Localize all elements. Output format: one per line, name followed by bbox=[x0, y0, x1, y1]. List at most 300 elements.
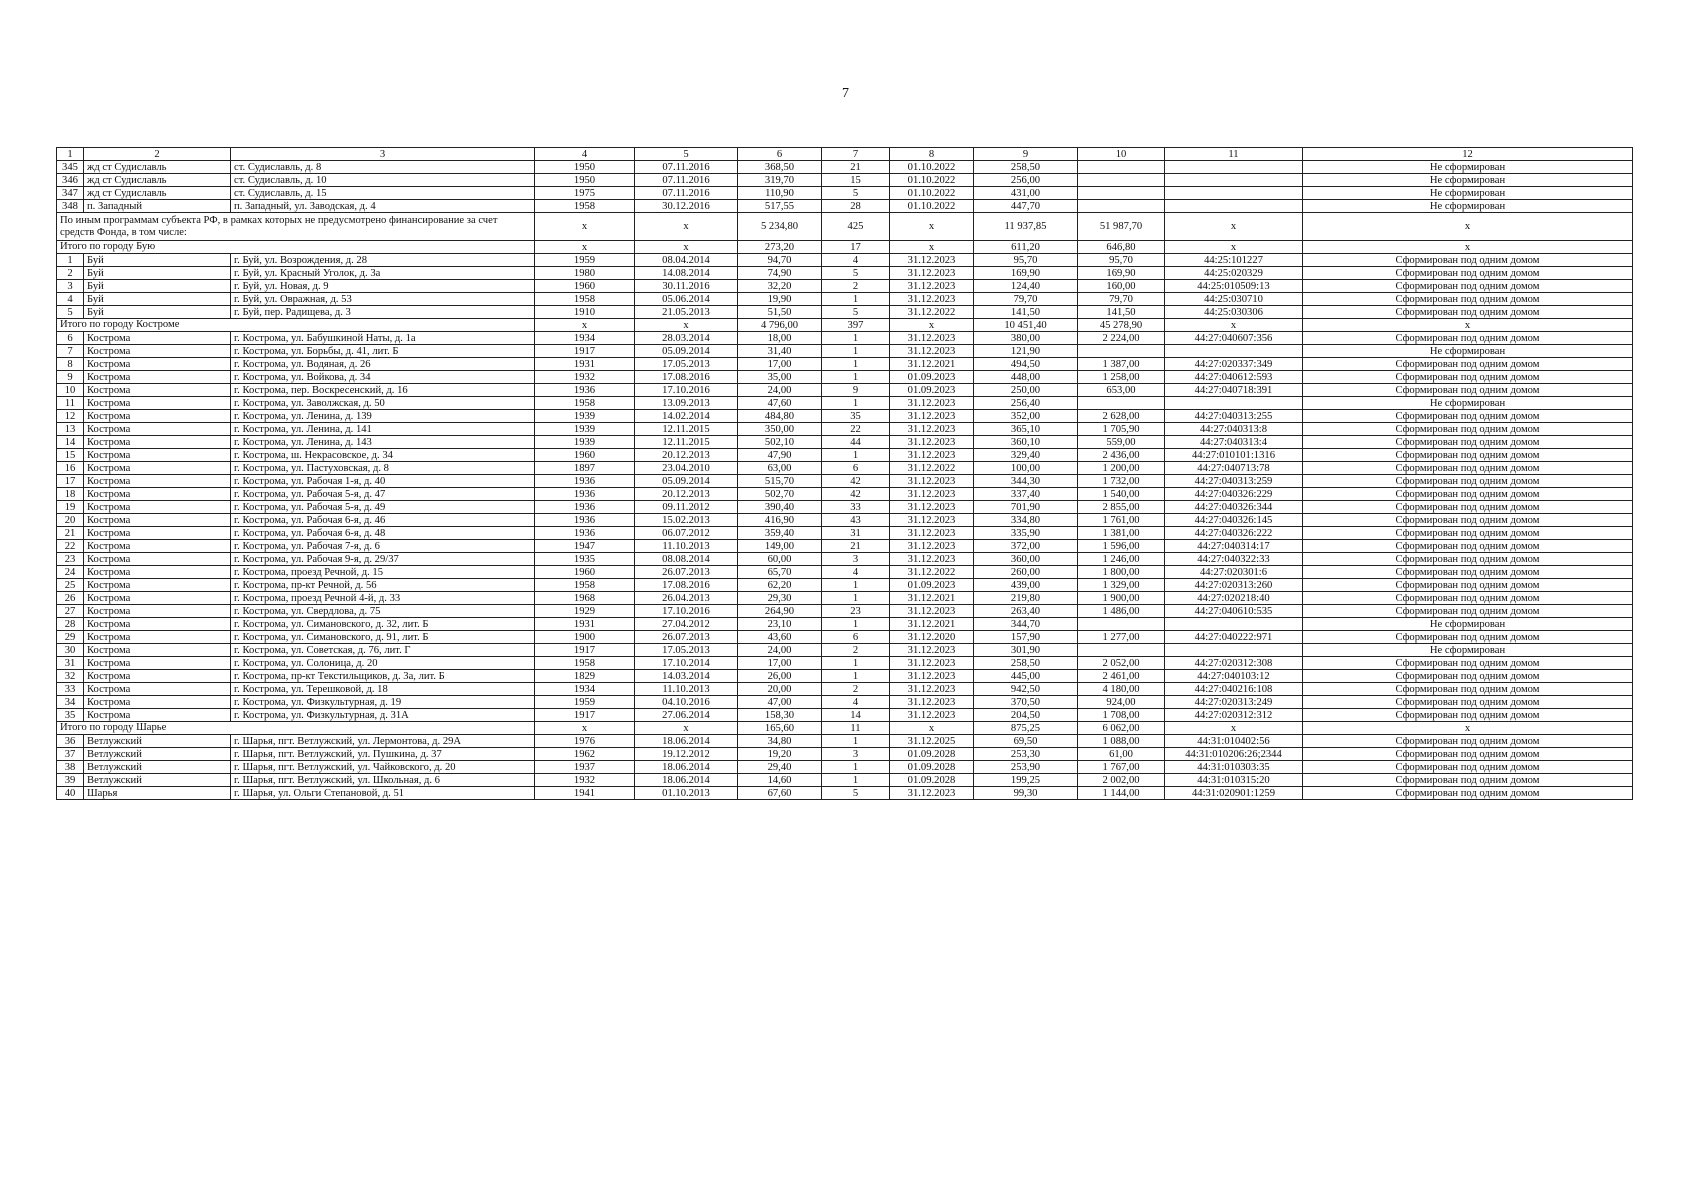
cost-cell: 157,90 bbox=[974, 631, 1078, 644]
date-recognized-cell: 28.03.2014 bbox=[635, 332, 738, 345]
cadastral-number-cell: 44:25:020329 bbox=[1165, 267, 1303, 280]
table-row bbox=[57, 267, 1633, 280]
land-status-cell: Сформирован под одним домом bbox=[1303, 735, 1633, 748]
cadastral-number-cell: 44:27:020301:6 bbox=[1165, 566, 1303, 579]
year-built-cell: 1829 bbox=[535, 670, 635, 683]
row-number-cell: 2 bbox=[57, 267, 84, 280]
year-built-cell: 1934 bbox=[535, 332, 635, 345]
year-built-total: x bbox=[535, 722, 635, 735]
table-row bbox=[57, 475, 1633, 488]
row-number-cell: 33 bbox=[57, 683, 84, 696]
header-cell: 8 bbox=[890, 148, 974, 161]
address-cell: г. Кострома, ш. Некрасовское, д. 34 bbox=[231, 449, 535, 462]
date-recognized-cell: 01.10.2013 bbox=[635, 787, 738, 800]
row-number-cell: 24 bbox=[57, 566, 84, 579]
residents-total: 397 bbox=[822, 319, 890, 332]
year-built-cell: 1932 bbox=[535, 371, 635, 384]
cost-cell: 79,70 bbox=[974, 293, 1078, 306]
planned-date-cell: 01.10.2022 bbox=[890, 161, 974, 174]
cost-cell: 344,30 bbox=[974, 475, 1078, 488]
row-number-cell: 32 bbox=[57, 670, 84, 683]
row-number-cell: 20 bbox=[57, 514, 84, 527]
cadastral-number-cell bbox=[1165, 345, 1303, 358]
residents-cell: 44 bbox=[822, 436, 890, 449]
row-number-cell: 25 bbox=[57, 579, 84, 592]
address-cell: г. Кострома, ул. Советская, д. 76, лит. Г bbox=[231, 644, 535, 657]
year-built-total: x bbox=[535, 241, 635, 254]
address-cell: г. Кострома, ул. Физкультурная, д. 31А bbox=[231, 709, 535, 722]
residents-cell: 1 bbox=[822, 761, 890, 774]
cost-cell: 99,30 bbox=[974, 787, 1078, 800]
year-built-cell: 1959 bbox=[535, 696, 635, 709]
residents-cell: 3 bbox=[822, 553, 890, 566]
date-recognized-cell: 18.06.2014 bbox=[635, 735, 738, 748]
year-built-cell: 1958 bbox=[535, 397, 635, 410]
table-row bbox=[57, 332, 1633, 345]
cost-cell: 256,00 bbox=[974, 174, 1078, 187]
locality-cell: Кострома bbox=[84, 644, 231, 657]
year-built-cell: 1958 bbox=[535, 293, 635, 306]
residents-cell: 42 bbox=[822, 475, 890, 488]
cadastral-number-total: x bbox=[1165, 319, 1303, 332]
residents-cell: 5 bbox=[822, 267, 890, 280]
cadastral-number-total: x bbox=[1165, 722, 1303, 735]
locality-cell: Кострома bbox=[84, 683, 231, 696]
land-area-cell: 1 387,00 bbox=[1078, 358, 1165, 371]
cost-cell: 352,00 bbox=[974, 410, 1078, 423]
year-built-cell: 1936 bbox=[535, 514, 635, 527]
year-built-cell: 1931 bbox=[535, 618, 635, 631]
residents-cell: 1 bbox=[822, 293, 890, 306]
year-built-cell: 1917 bbox=[535, 644, 635, 657]
table-row bbox=[57, 748, 1633, 761]
land-status-cell: Сформирован под одним домом bbox=[1303, 696, 1633, 709]
area-cell: 502,70 bbox=[738, 488, 822, 501]
row-number-cell: 13 bbox=[57, 423, 84, 436]
cost-cell: 380,00 bbox=[974, 332, 1078, 345]
locality-cell: Кострома bbox=[84, 358, 231, 371]
residents-cell: 21 bbox=[822, 540, 890, 553]
land-area-cell: 1 761,00 bbox=[1078, 514, 1165, 527]
land-status-cell: Сформирован под одним домом bbox=[1303, 488, 1633, 501]
table-row bbox=[57, 436, 1633, 449]
area-cell: 62,20 bbox=[738, 579, 822, 592]
planned-date-cell: 31.12.2021 bbox=[890, 592, 974, 605]
locality-cell: Кострома bbox=[84, 670, 231, 683]
residents-cell: 2 bbox=[822, 644, 890, 657]
planned-date-cell: 31.12.2023 bbox=[890, 683, 974, 696]
year-built-cell: 1910 bbox=[535, 306, 635, 319]
residents-cell: 23 bbox=[822, 605, 890, 618]
cadastral-number-cell: 44:27:020313:249 bbox=[1165, 696, 1303, 709]
year-built-cell: 1932 bbox=[535, 774, 635, 787]
date-recognized-total: x bbox=[635, 722, 738, 735]
locality-cell: Ветлужский bbox=[84, 774, 231, 787]
table-row bbox=[57, 787, 1633, 800]
area-cell: 17,00 bbox=[738, 657, 822, 670]
header-cell: 9 bbox=[974, 148, 1078, 161]
group-total-row bbox=[57, 241, 1633, 254]
row-number-cell: 10 bbox=[57, 384, 84, 397]
locality-cell: Буй bbox=[84, 280, 231, 293]
land-status-cell: Сформирован под одним домом bbox=[1303, 462, 1633, 475]
group-label: Итого по городу Бую bbox=[57, 241, 535, 254]
cadastral-number-cell: 44:27:040326:344 bbox=[1165, 501, 1303, 514]
row-number-cell: 12 bbox=[57, 410, 84, 423]
land-status-cell: Сформирован под одним домом bbox=[1303, 358, 1633, 371]
table-row bbox=[57, 161, 1633, 174]
cost-cell: 494,50 bbox=[974, 358, 1078, 371]
area-cell: 47,00 bbox=[738, 696, 822, 709]
cost-cell: 365,10 bbox=[974, 423, 1078, 436]
date-recognized-cell: 11.10.2013 bbox=[635, 540, 738, 553]
cost-cell: 701,90 bbox=[974, 501, 1078, 514]
table-row bbox=[57, 488, 1633, 501]
row-number-cell: 38 bbox=[57, 761, 84, 774]
land-area-cell: 1 767,00 bbox=[1078, 761, 1165, 774]
area-cell: 47,90 bbox=[738, 449, 822, 462]
date-recognized-cell: 17.08.2016 bbox=[635, 579, 738, 592]
cadastral-number-cell: 44:27:040313:8 bbox=[1165, 423, 1303, 436]
row-number-cell: 7 bbox=[57, 345, 84, 358]
group-total-row bbox=[57, 319, 1633, 332]
address-cell: г. Кострома, ул. Бабушкиной Наты, д. 1а bbox=[231, 332, 535, 345]
cost-total: 611,20 bbox=[974, 241, 1078, 254]
planned-date-cell: 31.12.2023 bbox=[890, 293, 974, 306]
date-recognized-cell: 18.06.2014 bbox=[635, 761, 738, 774]
year-built-cell: 1980 bbox=[535, 267, 635, 280]
table-row bbox=[57, 501, 1633, 514]
year-built-cell: 1935 bbox=[535, 553, 635, 566]
residents-cell: 2 bbox=[822, 683, 890, 696]
area-cell: 110,90 bbox=[738, 187, 822, 200]
cadastral-number-cell: 44:27:040313:4 bbox=[1165, 436, 1303, 449]
land-area-cell: 924,00 bbox=[1078, 696, 1165, 709]
land-area-cell bbox=[1078, 187, 1165, 200]
address-cell: г. Кострома, проезд Речной 4-й, д. 33 bbox=[231, 592, 535, 605]
group-label: Итого по городу Шарье bbox=[57, 722, 535, 735]
row-number-cell: 6 bbox=[57, 332, 84, 345]
cost-total: 11 937,85 bbox=[974, 213, 1078, 241]
row-number-cell: 14 bbox=[57, 436, 84, 449]
planned-date-cell: 31.12.2023 bbox=[890, 267, 974, 280]
planned-date-cell: 31.12.2022 bbox=[890, 462, 974, 475]
year-built-total: x bbox=[535, 213, 635, 241]
date-recognized-cell: 18.06.2014 bbox=[635, 774, 738, 787]
land-status-cell: Сформирован под одним домом bbox=[1303, 384, 1633, 397]
cadastral-number-cell: 44:27:040313:259 bbox=[1165, 475, 1303, 488]
year-built-cell: 1958 bbox=[535, 579, 635, 592]
planned-date-cell: 31.12.2025 bbox=[890, 735, 974, 748]
land-status-cell: Сформирован под одним домом bbox=[1303, 449, 1633, 462]
land-status-cell: Не сформирован bbox=[1303, 161, 1633, 174]
cadastral-number-cell: 44:27:040713:78 bbox=[1165, 462, 1303, 475]
land-area-cell: 1 486,00 bbox=[1078, 605, 1165, 618]
locality-cell: Ветлужский bbox=[84, 748, 231, 761]
row-number-cell: 37 bbox=[57, 748, 84, 761]
date-recognized-cell: 26.04.2013 bbox=[635, 592, 738, 605]
locality-cell: Кострома bbox=[84, 423, 231, 436]
year-built-cell: 1960 bbox=[535, 280, 635, 293]
year-built-cell: 1917 bbox=[535, 345, 635, 358]
cost-cell: 301,90 bbox=[974, 644, 1078, 657]
residents-total: 425 bbox=[822, 213, 890, 241]
residents-cell: 21 bbox=[822, 161, 890, 174]
land-area-cell: 1 540,00 bbox=[1078, 488, 1165, 501]
date-recognized-cell: 08.08.2014 bbox=[635, 553, 738, 566]
locality-cell: Кострома bbox=[84, 449, 231, 462]
cost-cell: 258,50 bbox=[974, 161, 1078, 174]
cadastral-number-cell: 44:25:010509:13 bbox=[1165, 280, 1303, 293]
planned-date-cell: 01.10.2022 bbox=[890, 187, 974, 200]
land-area-cell: 1 329,00 bbox=[1078, 579, 1165, 592]
residents-total: 11 bbox=[822, 722, 890, 735]
locality-cell: Кострома bbox=[84, 709, 231, 722]
address-cell: г. Кострома, ул. Симановского, д. 32, лит. Б bbox=[231, 618, 535, 631]
address-cell: г. Кострома, пер. Воскресенский, д. 16 bbox=[231, 384, 535, 397]
row-number-cell: 11 bbox=[57, 397, 84, 410]
land-area-cell: 2 002,00 bbox=[1078, 774, 1165, 787]
cadastral-number-cell: 44:27:020313:260 bbox=[1165, 579, 1303, 592]
cadastral-number-cell: 44:27:010101:1316 bbox=[1165, 449, 1303, 462]
date-recognized-cell: 20.12.2013 bbox=[635, 449, 738, 462]
land-area-cell bbox=[1078, 397, 1165, 410]
date-recognized-cell: 30.12.2016 bbox=[635, 200, 738, 213]
cadastral-number-cell: 44:27:040612:593 bbox=[1165, 371, 1303, 384]
planned-date-cell: 01.10.2022 bbox=[890, 174, 974, 187]
land-area-cell: 2 628,00 bbox=[1078, 410, 1165, 423]
row-number-cell: 29 bbox=[57, 631, 84, 644]
area-cell: 368,50 bbox=[738, 161, 822, 174]
year-built-cell: 1960 bbox=[535, 566, 635, 579]
area-cell: 29,40 bbox=[738, 761, 822, 774]
land-status-cell: Сформирован под одним домом bbox=[1303, 748, 1633, 761]
cost-cell: 329,40 bbox=[974, 449, 1078, 462]
land-area-cell: 2 052,00 bbox=[1078, 657, 1165, 670]
land-area-cell: 4 180,00 bbox=[1078, 683, 1165, 696]
table-row bbox=[57, 306, 1633, 319]
cadastral-number-cell: 44:25:030710 bbox=[1165, 293, 1303, 306]
planned-date-cell: 31.12.2023 bbox=[890, 436, 974, 449]
address-cell: г. Кострома, ул. Рабочая 6-я, д. 46 bbox=[231, 514, 535, 527]
year-built-cell: 1936 bbox=[535, 527, 635, 540]
address-cell: г. Кострома, ул. Симановского, д. 91, лит. Б bbox=[231, 631, 535, 644]
year-built-cell: 1947 bbox=[535, 540, 635, 553]
cadastral-number-cell bbox=[1165, 187, 1303, 200]
planned-date-cell: 01.09.2028 bbox=[890, 774, 974, 787]
locality-cell: Кострома bbox=[84, 501, 231, 514]
table-row bbox=[57, 358, 1633, 371]
residents-cell: 1 bbox=[822, 332, 890, 345]
year-built-cell: 1975 bbox=[535, 187, 635, 200]
area-cell: 26,00 bbox=[738, 670, 822, 683]
locality-cell: Шарья bbox=[84, 787, 231, 800]
area-cell: 350,00 bbox=[738, 423, 822, 436]
row-number-cell: 21 bbox=[57, 527, 84, 540]
locality-cell: Кострома bbox=[84, 384, 231, 397]
date-recognized-cell: 20.12.2013 bbox=[635, 488, 738, 501]
date-recognized-cell: 11.10.2013 bbox=[635, 683, 738, 696]
date-recognized-total: x bbox=[635, 319, 738, 332]
cadastral-number-cell bbox=[1165, 644, 1303, 657]
row-number-cell: 26 bbox=[57, 592, 84, 605]
date-recognized-cell: 04.10.2016 bbox=[635, 696, 738, 709]
table-row bbox=[57, 618, 1633, 631]
cadastral-number-cell: 44:27:040322:33 bbox=[1165, 553, 1303, 566]
land-status-cell: Сформирован под одним домом bbox=[1303, 553, 1633, 566]
residents-cell: 1 bbox=[822, 579, 890, 592]
land-area-total: 45 278,90 bbox=[1078, 319, 1165, 332]
land-area-cell: 160,00 bbox=[1078, 280, 1165, 293]
planned-date-total: x bbox=[890, 319, 974, 332]
residents-cell: 1 bbox=[822, 397, 890, 410]
date-recognized-cell: 30.11.2016 bbox=[635, 280, 738, 293]
area-cell: 158,30 bbox=[738, 709, 822, 722]
table-row bbox=[57, 514, 1633, 527]
row-number-cell: 1 bbox=[57, 254, 84, 267]
row-number-cell: 30 bbox=[57, 644, 84, 657]
land-status-total: x bbox=[1303, 241, 1633, 254]
header-cell: 12 bbox=[1303, 148, 1633, 161]
land-area-cell: 2 461,00 bbox=[1078, 670, 1165, 683]
planned-date-cell: 31.12.2023 bbox=[890, 696, 974, 709]
date-recognized-cell: 14.08.2014 bbox=[635, 267, 738, 280]
cost-cell: 219,80 bbox=[974, 592, 1078, 605]
residents-cell: 28 bbox=[822, 200, 890, 213]
address-cell: г. Кострома, ул. Рабочая 9-я, д. 29/37 bbox=[231, 553, 535, 566]
address-cell: г. Шарья, пгт. Ветлужский, ул. Школьная, д. 6 bbox=[231, 774, 535, 787]
year-built-cell: 1934 bbox=[535, 683, 635, 696]
locality-cell: Кострома bbox=[84, 462, 231, 475]
row-number-cell: 27 bbox=[57, 605, 84, 618]
row-number-cell: 31 bbox=[57, 657, 84, 670]
planned-date-cell: 01.10.2022 bbox=[890, 200, 974, 213]
locality-cell: Кострома bbox=[84, 514, 231, 527]
area-total: 165,60 bbox=[738, 722, 822, 735]
land-status-cell: Сформирован под одним домом bbox=[1303, 657, 1633, 670]
planned-date-cell: 31.12.2023 bbox=[890, 501, 974, 514]
year-built-cell: 1976 bbox=[535, 735, 635, 748]
table-row bbox=[57, 696, 1633, 709]
residents-total: 17 bbox=[822, 241, 890, 254]
cost-cell: 250,00 bbox=[974, 384, 1078, 397]
land-area-cell: 1 596,00 bbox=[1078, 540, 1165, 553]
header-cell: 2 bbox=[84, 148, 231, 161]
cost-cell: 445,00 bbox=[974, 670, 1078, 683]
area-cell: 74,90 bbox=[738, 267, 822, 280]
land-area-total: 51 987,70 bbox=[1078, 213, 1165, 241]
address-cell: г. Буй, ул. Возрождения, д. 28 bbox=[231, 254, 535, 267]
cost-cell: 360,00 bbox=[974, 553, 1078, 566]
address-cell: г. Кострома, ул. Рабочая 7-я, д. 6 bbox=[231, 540, 535, 553]
date-recognized-cell: 21.05.2013 bbox=[635, 306, 738, 319]
land-status-cell: Сформирован под одним домом bbox=[1303, 787, 1633, 800]
cadastral-number-cell bbox=[1165, 618, 1303, 631]
cost-cell: 253,90 bbox=[974, 761, 1078, 774]
address-cell: г. Кострома, ул. Войкова, д. 34 bbox=[231, 371, 535, 384]
row-number-cell: 346 bbox=[57, 174, 84, 187]
locality-cell: Кострома bbox=[84, 332, 231, 345]
date-recognized-cell: 17.10.2014 bbox=[635, 657, 738, 670]
header-cell: 7 bbox=[822, 148, 890, 161]
residents-cell: 15 bbox=[822, 174, 890, 187]
land-area-cell: 1 088,00 bbox=[1078, 735, 1165, 748]
table-row bbox=[57, 644, 1633, 657]
address-cell: г. Кострома, ул. Рабочая 5-я, д. 47 bbox=[231, 488, 535, 501]
date-recognized-cell: 19.12.2012 bbox=[635, 748, 738, 761]
land-area-cell: 1 732,00 bbox=[1078, 475, 1165, 488]
header-cell: 6 bbox=[738, 148, 822, 161]
cost-cell: 256,40 bbox=[974, 397, 1078, 410]
land-area-cell: 1 144,00 bbox=[1078, 787, 1165, 800]
address-cell: г. Кострома, ул. Пастуховская, д. 8 bbox=[231, 462, 535, 475]
cost-cell: 942,50 bbox=[974, 683, 1078, 696]
cadastral-number-cell: 44:27:040314:17 bbox=[1165, 540, 1303, 553]
cadastral-number-cell: 44:27:020312:312 bbox=[1165, 709, 1303, 722]
residents-cell: 22 bbox=[822, 423, 890, 436]
land-status-cell: Сформирован под одним домом bbox=[1303, 670, 1633, 683]
address-cell: г. Кострома, пр-кт Речной, д. 56 bbox=[231, 579, 535, 592]
year-built-cell: 1960 bbox=[535, 449, 635, 462]
cost-total: 875,25 bbox=[974, 722, 1078, 735]
table-row bbox=[57, 540, 1633, 553]
address-cell: г. Кострома, ул. Борьбы, д. 41, лит. Б bbox=[231, 345, 535, 358]
land-status-cell: Сформирован под одним домом bbox=[1303, 540, 1633, 553]
area-cell: 517,55 bbox=[738, 200, 822, 213]
planned-date-cell: 31.12.2023 bbox=[890, 254, 974, 267]
cost-cell: 258,50 bbox=[974, 657, 1078, 670]
locality-cell: Кострома bbox=[84, 631, 231, 644]
planned-date-total: x bbox=[890, 213, 974, 241]
land-status-total: x bbox=[1303, 722, 1633, 735]
area-cell: 416,90 bbox=[738, 514, 822, 527]
residents-cell: 1 bbox=[822, 449, 890, 462]
area-cell: 359,40 bbox=[738, 527, 822, 540]
land-area-total: 646,80 bbox=[1078, 241, 1165, 254]
land-status-cell: Сформирован под одним домом bbox=[1303, 371, 1633, 384]
locality-cell: Буй bbox=[84, 254, 231, 267]
cadastral-number-cell: 44:31:020901:1259 bbox=[1165, 787, 1303, 800]
table-row bbox=[57, 683, 1633, 696]
area-cell: 19,90 bbox=[738, 293, 822, 306]
land-status-total: x bbox=[1303, 319, 1633, 332]
cadastral-number-cell: 44:27:040222:971 bbox=[1165, 631, 1303, 644]
planned-date-cell: 31.12.2023 bbox=[890, 488, 974, 501]
locality-cell: Кострома bbox=[84, 410, 231, 423]
table-row bbox=[57, 187, 1633, 200]
year-built-cell: 1897 bbox=[535, 462, 635, 475]
row-number-cell: 345 bbox=[57, 161, 84, 174]
year-built-cell: 1900 bbox=[535, 631, 635, 644]
land-area-cell: 1 200,00 bbox=[1078, 462, 1165, 475]
table-row bbox=[57, 174, 1633, 187]
planned-date-cell: 31.12.2023 bbox=[890, 527, 974, 540]
row-number-cell: 40 bbox=[57, 787, 84, 800]
area-cell: 390,40 bbox=[738, 501, 822, 514]
table-row bbox=[57, 293, 1633, 306]
planned-date-cell: 31.12.2021 bbox=[890, 618, 974, 631]
address-cell: г. Кострома, ул. Ленина, д. 139 bbox=[231, 410, 535, 423]
land-area-cell: 2 224,00 bbox=[1078, 332, 1165, 345]
locality-cell: Кострома bbox=[84, 657, 231, 670]
area-cell: 67,60 bbox=[738, 787, 822, 800]
land-status-cell: Не сформирован bbox=[1303, 618, 1633, 631]
year-built-cell: 1939 bbox=[535, 423, 635, 436]
land-area-cell bbox=[1078, 644, 1165, 657]
locality-cell: Кострома bbox=[84, 566, 231, 579]
area-cell: 23,10 bbox=[738, 618, 822, 631]
table-row bbox=[57, 397, 1633, 410]
